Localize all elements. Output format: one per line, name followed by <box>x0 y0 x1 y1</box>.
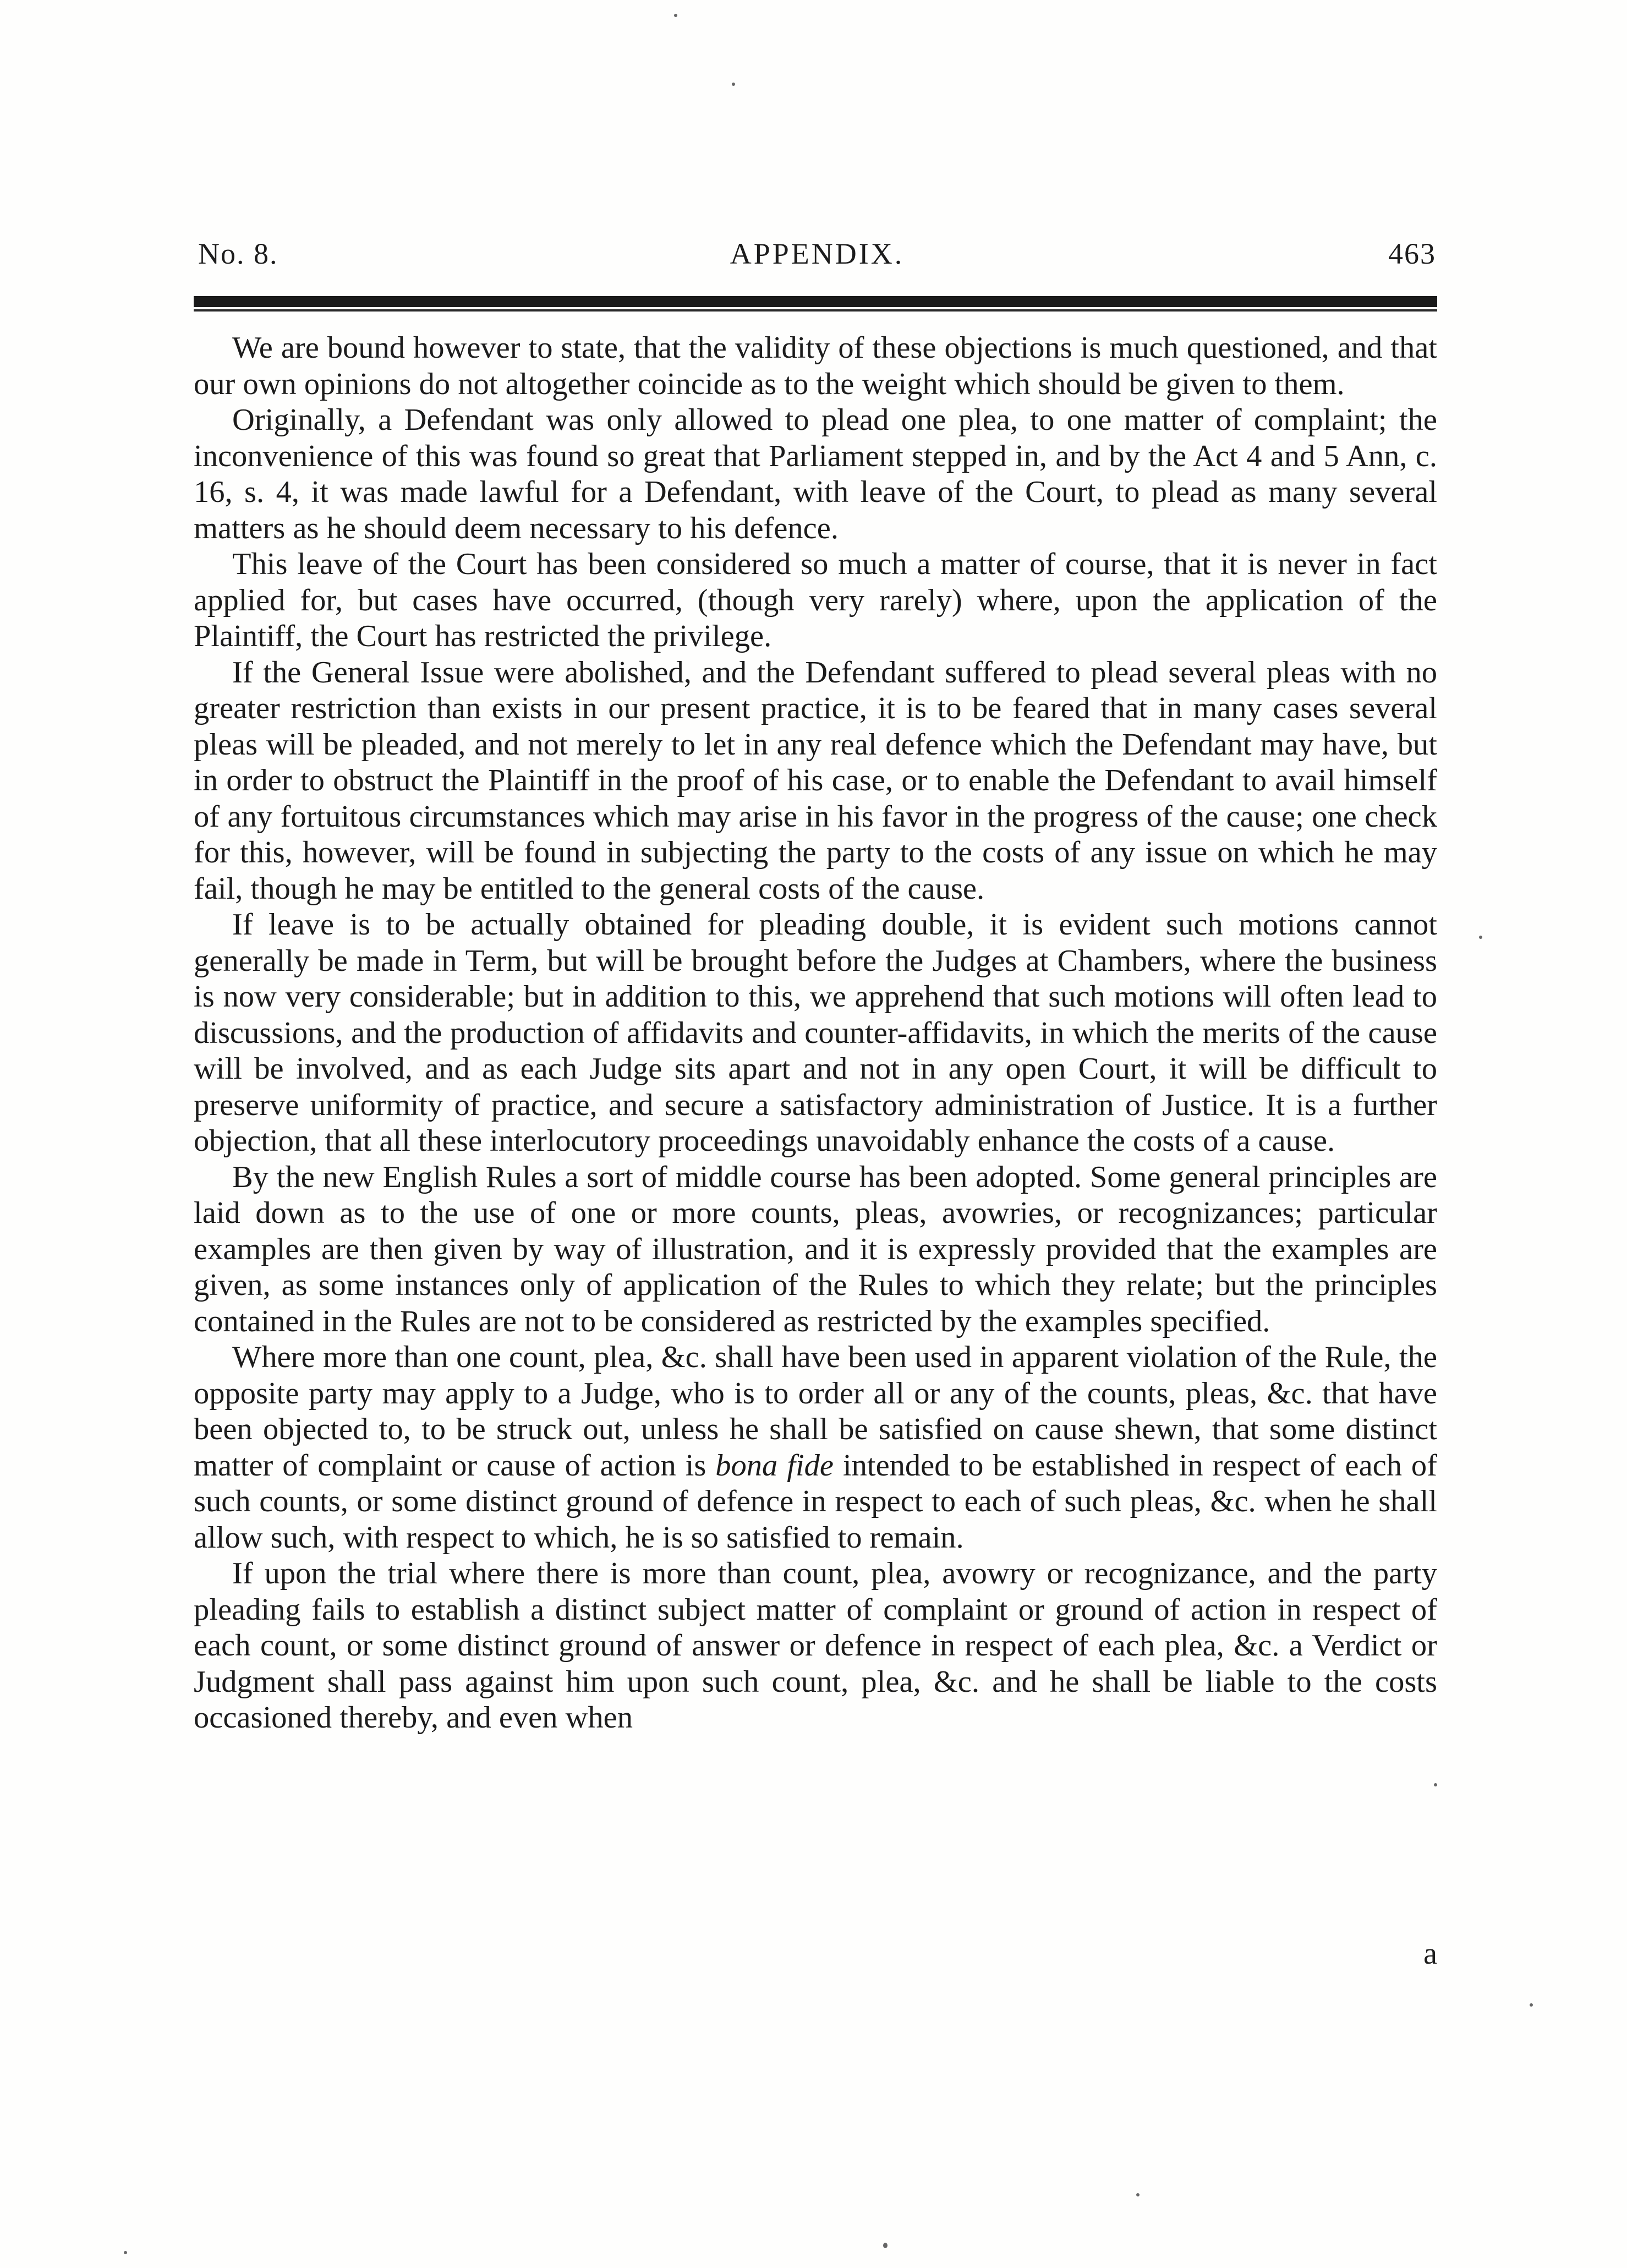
paragraph-7-before: Where more than one count, plea, &c. shall have been used in apparent violation of the Rule, the opposite party may apply to a Judge, who is to order all or any of the counts, pleas, &c. that have been objected to, to be struck out, unless he shall be satisfied on cause shewn, that some distinct matter of complaint or cause of action is <box>194 1340 1437 1483</box>
paper-speck <box>1434 1783 1437 1786</box>
italic-latin-phrase: bona fide <box>715 1448 834 1483</box>
paragraph-7-after: intended to be established in respect of each of such counts, or some distinct ground of defence in respect to each of such pleas, &c. when he shall allow such, with respect to which, he is so satisfied to remain. <box>194 1448 1437 1555</box>
section-title: APPENDIX. <box>730 237 905 270</box>
catchword: a <box>1423 1937 1437 1971</box>
paper-speck <box>1530 2003 1533 2007</box>
running-header <box>198 237 1436 281</box>
header-rule <box>194 296 1437 307</box>
paragraph-4: If the General Issue were abolished, and the Defendant suffered to plead several pleas with no greater restriction than exists in our present practice, it is to be feared that in many cases several pleas will be pleaded, and not merely to let in any real defence which the Defendant may have, but in order to obstruct the Plaintiff in the proof of his case, or to enable the Defendant to avail himself of any fortuitous circumstances which may arise in his favor in the progress of the cause; one check for this, however, will be found in subjecting the party to the costs of any issue on which he may fail, though he may be entitled to the general costs of the cause. <box>194 655 1437 906</box>
paragraph-6: By the new English Rules a sort of middle course has been adopted. Some general principles are laid down as to the use of one or more counts, pleas, avowries, or recognizances; particular examples are then given by way of illustration, and it is expressly provided that the examples are given, as some instances only of application of the Rules to which they relate; but the principles contained in the Rules are not to be considered as restricted by the examples specified. <box>194 1160 1437 1338</box>
paragraph-7 <box>194 1340 1437 1556</box>
paragraph-1: We are bound however to state, that the validity of these objections is much questioned, and that our own opinions do not altogether coincide as to the weight which should be given to them. <box>194 331 1437 401</box>
paragraph-2: Originally, a Defendant was only allowed to plead one plea, to one matter of complaint; the inconvenience of this was found so great that Parliament stepped in, and by the Act 4 and 5 Ann, c. 16, s. 4, it was made lawful for a Defendant, with leave of the Court, to plead as many several matters as he should deem necessary to his defence. <box>194 403 1437 545</box>
paper-speck <box>1479 936 1482 939</box>
header-rule-thin <box>194 309 1437 311</box>
paper-speck <box>1136 2193 1140 2196</box>
paragraph-8: If upon the trial where there is more than count, plea, avowry or recognizance, and the party pleading fails to establish a distinct subject matter of complaint or ground of action in respect of each count, or some distinct ground of answer or defence in respect of each plea, &c. a Verdict or Judgment shall pass against him upon such count, plea, &c. and he shall be liable to the costs occasioned thereby, and even when <box>194 1556 1437 1735</box>
paragraph-3: This leave of the Court has been considered so much a matter of course, that it is never in fact applied for, but cases have occurred, (though very rarely) where, upon the application of the Plaintiff, the Court has restricted the privilege. <box>194 547 1437 653</box>
body-text <box>194 330 1437 1736</box>
paper-speck <box>674 14 677 17</box>
document-number: No. 8. <box>198 237 278 270</box>
paper-speck <box>883 2243 888 2248</box>
paragraph-5: If leave is to be actually obtained for pleading double, it is evident such motions cannot generally be made in Term, but will be brought before the Judges at Chambers, where the business is now very considerable; but in addition to this, we apprehend that such motions will often lead to discussions, and the production of affidavits and counter-affidavits, in which the merits of the cause will be involved, and as each Judge sits apart and not in any open Court, it will be difficult to preserve uniformity of practice, and secure a satisfactory administration of Justice. It is a further objection, that all these interlocutory proceedings unavoidably enhance the costs of a cause. <box>194 908 1437 1158</box>
page-number: 463 <box>1388 237 1436 270</box>
paper-speck <box>124 2251 127 2254</box>
paper-speck <box>732 83 735 86</box>
